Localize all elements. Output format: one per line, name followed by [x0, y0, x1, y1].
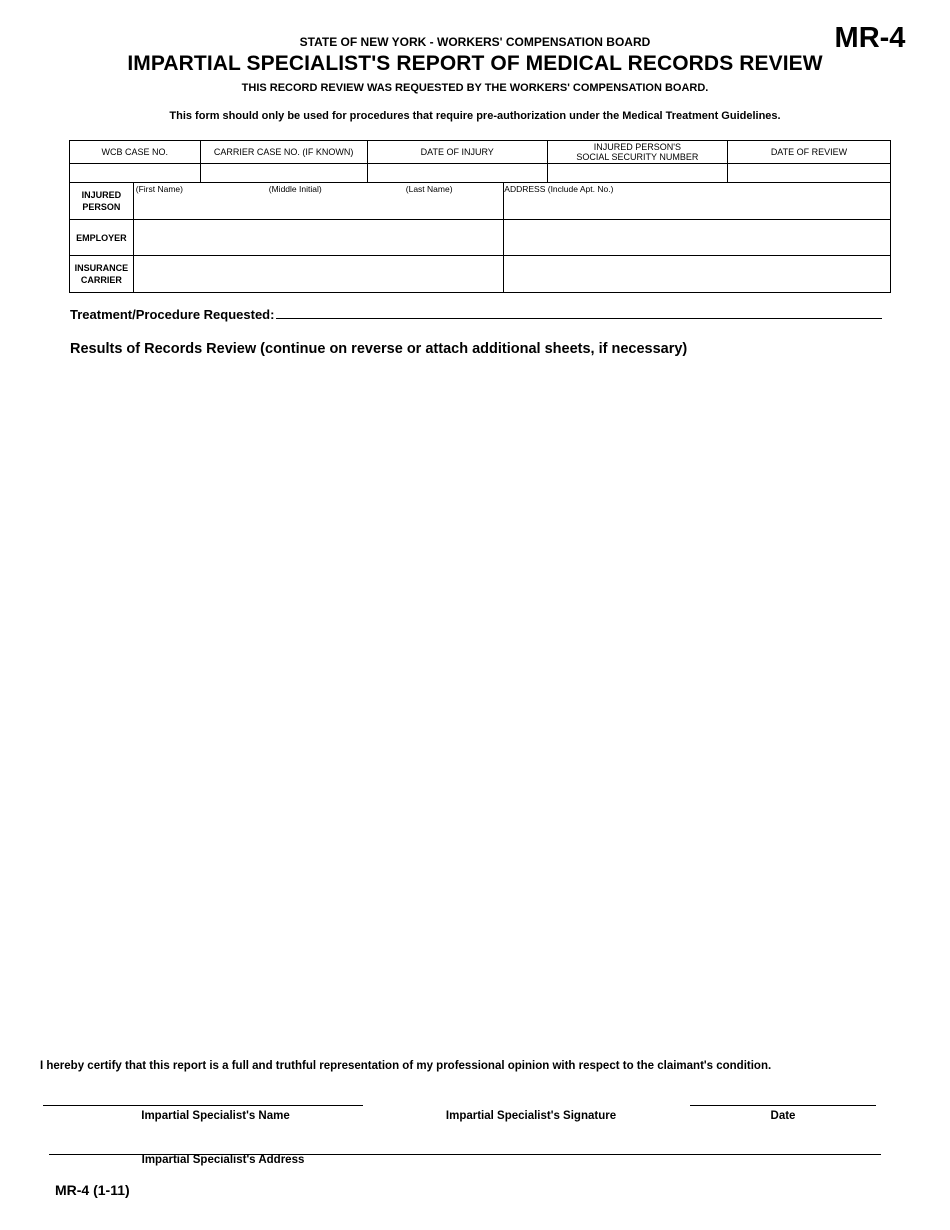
usage-notice: This form should only be used for procedures that require pre-authorization under the Medical Treatment Guidelines.	[169, 110, 781, 122]
specialist-signature-field[interactable]	[420, 1080, 642, 1106]
specialist-name-line[interactable]	[43, 1105, 363, 1106]
results-area[interactable]	[70, 370, 882, 1040]
insurance-carrier-label	[70, 256, 134, 293]
date-of-review-field[interactable]	[727, 164, 890, 183]
wcb-case-field[interactable]	[70, 164, 201, 183]
ssn-header	[547, 141, 727, 164]
treatment-requested-label: Treatment/Procedure Requested:	[70, 307, 275, 322]
case-info-table	[69, 140, 891, 293]
carrier-address-field[interactable]	[504, 256, 891, 293]
date-of-injury-header: DATE OF INJURY	[367, 141, 547, 164]
ssn-field[interactable]	[547, 164, 727, 183]
carrier-label-line-1: INSURANCE	[74, 263, 129, 273]
injured-person-label	[70, 183, 134, 220]
specialist-name-label: Impartial Specialist's Name	[141, 1110, 290, 1122]
wcb-case-header: WCB CASE NO.	[70, 141, 201, 164]
last-name-caption: (Last Name)	[405, 184, 453, 194]
results-heading: Results of Records Review (continue on reverse or attach additional sheets, if necessary)	[70, 341, 688, 357]
date-of-review-header: DATE OF REVIEW	[727, 141, 890, 164]
employer-label: EMPLOYER	[70, 220, 134, 256]
date-of-injury-field[interactable]	[367, 164, 547, 183]
treatment-requested-field[interactable]	[276, 306, 882, 319]
injured-label-line-1: INJURED	[81, 190, 122, 200]
ssn-header-line-1: INJURED PERSON'S	[593, 142, 681, 152]
middle-initial-caption: (Middle Initial)	[268, 184, 322, 194]
form-version: MR-4 (1-11)	[55, 1182, 130, 1198]
carrier-label-line-2: CARRIER	[80, 275, 122, 285]
agency-name: STATE OF NEW YORK - WORKERS' COMPENSATION BOARD	[299, 35, 651, 49]
injured-name-field[interactable]	[133, 183, 504, 220]
date-line[interactable]	[690, 1105, 876, 1106]
certification-statement: I hereby certify that this report is a full and truthful representation of my professional opinion with respect to the claimant's condition.	[40, 1060, 772, 1072]
treatment-requested-row	[70, 306, 882, 322]
employer-address-field[interactable]	[504, 220, 891, 256]
employer-name-field[interactable]	[133, 220, 504, 256]
form-title: IMPARTIAL SPECIALIST'S REPORT OF MEDICAL RECORDS REVIEW	[127, 52, 823, 75]
carrier-name-field[interactable]	[133, 256, 504, 293]
form-code: MR-4	[834, 22, 906, 54]
specialist-address-label: Impartial Specialist's Address	[141, 1154, 305, 1166]
carrier-case-header: CARRIER CASE NO. (IF KNOWN)	[200, 141, 367, 164]
address-caption: ADDRESS (Include Apt. No.)	[504, 184, 614, 194]
carrier-case-field[interactable]	[200, 164, 367, 183]
injured-address-field[interactable]	[504, 183, 891, 220]
first-name-caption: (First Name)	[135, 184, 183, 194]
specialist-signature-label: Impartial Specialist's Signature	[445, 1110, 617, 1122]
form-subtitle: THIS RECORD REVIEW WAS REQUESTED BY THE WORKERS' COMPENSATION BOARD.	[241, 82, 709, 94]
date-label: Date	[770, 1110, 796, 1122]
ssn-header-line-2: SOCIAL SECURITY NUMBER	[576, 152, 699, 162]
injured-label-line-2: PERSON	[82, 202, 121, 212]
